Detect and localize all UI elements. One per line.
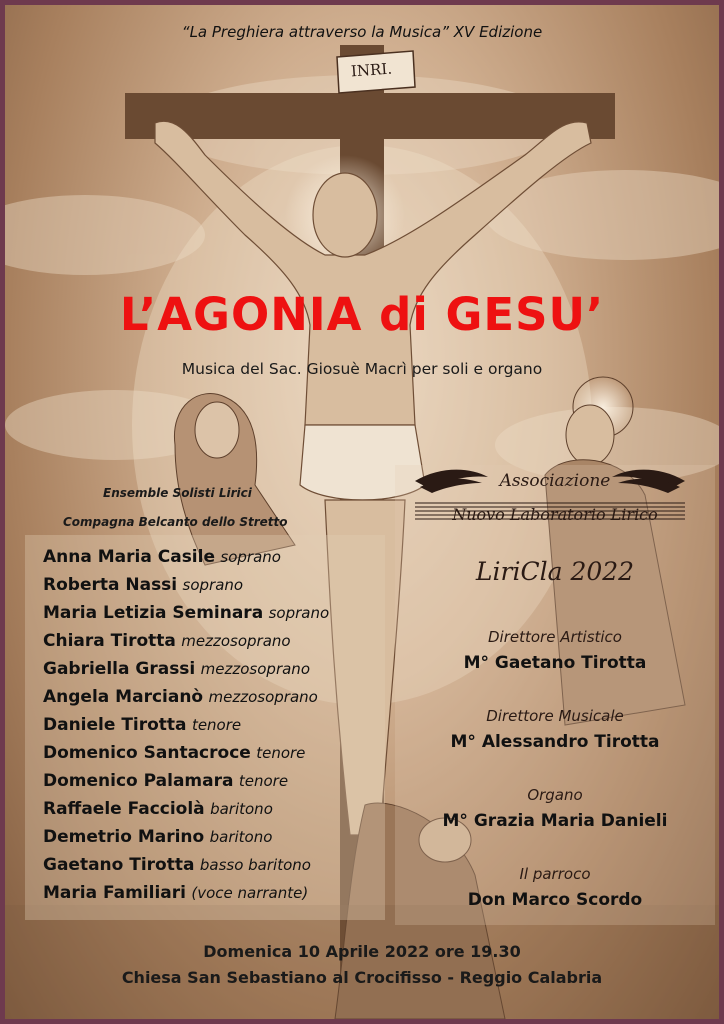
voice-type: soprano [220,548,281,566]
cast-row [43,603,329,631]
inri-text: INRI. [350,59,393,81]
credit-role: Organo [527,786,583,804]
ensemble-name-2: Compagna Belcanto dello Stretto [63,515,288,529]
singer-name: Roberta Nassi [43,575,178,595]
singer-name: Demetrio Marino [43,827,205,847]
concert-subtitle: Musica del Sac. Giosuè Macrì per soli e organo [181,360,543,378]
cast-row [43,547,329,575]
cast-row [43,743,329,771]
credit-name: Don Marco Scordo [467,890,643,910]
credit-role: Il parroco [519,865,591,883]
concert-venue: Chiesa San Sebastiano al Crocifisso - Reggio Calabria [121,968,603,987]
singer-name: Gaetano Tirotta [43,855,195,875]
singer-name: Gabriella Grassi [43,659,196,679]
credit-name: M° Gaetano Tirotta [463,653,647,673]
voice-type: basso baritono [199,856,311,874]
voice-type: baritono [210,800,273,818]
voice-type: tenore [191,716,242,734]
credit-role: Direttore Artistico [488,628,622,646]
credit-name: M° Grazia Maria Danieli [442,811,668,831]
voice-type: mezzosoprano [181,632,291,650]
poster [5,5,719,1019]
voice-type: baritono [209,828,273,846]
edition-heading: “La Preghiera attraverso la Musica” XV Edizione [181,23,543,41]
cast-row [43,575,329,603]
concert-title: L’AGONIA di GESU’ [119,288,605,341]
cast-row [43,659,329,687]
cast-row [43,715,329,743]
voice-type: soprano [268,604,330,622]
singer-name: Daniele Tirotta [43,715,187,735]
credit-name: M° Alessandro Tirotta [450,732,660,752]
singer-name: Chiara Tirotta [43,631,176,651]
singer-name: Maria Familiari [43,883,186,903]
cast-row [43,631,329,659]
association-name: Associazione [499,471,611,491]
singer-name: Domenico Palamara [43,771,234,791]
voice-type: soprano [182,576,244,594]
voice-type: (voce narrante) [191,884,309,902]
cast-row [43,855,329,883]
credit-role: Direttore Musicale [486,707,624,725]
cast-row [43,799,329,827]
singer-name: Maria Letizia Seminara [43,603,264,623]
singer-name: Angela Marcianò [43,687,204,707]
cast-row [43,771,329,799]
singer-name: Domenico Santacroce [43,743,251,763]
ensemble-name-1: Ensemble Solisti Lirici [103,486,252,500]
cast-row [43,827,329,855]
voice-type: tenore [256,744,306,762]
cast-row [43,687,329,715]
cast-list [43,547,329,911]
voice-type: mezzosoprano [200,660,310,678]
festival-logo: LiriCla 2022 [475,557,635,586]
singer-name: Anna Maria Casile [43,547,215,567]
association-subname: Nuovo Laboratorio Lirico [452,505,658,524]
cast-row [43,883,329,911]
singer-name: Raffaele Facciolà [43,799,205,819]
voice-type: tenore [238,772,289,790]
concert-date: Domenica 10 Aprile 2022 ore 19.30 [203,942,521,961]
voice-type: mezzosoprano [208,688,318,706]
